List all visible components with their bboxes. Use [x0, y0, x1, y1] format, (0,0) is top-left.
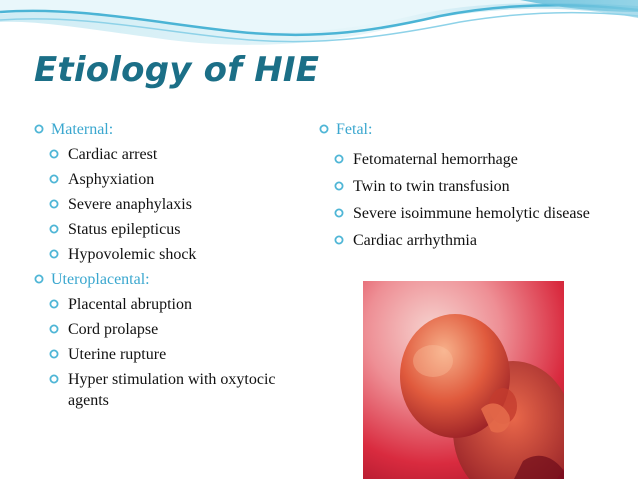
list-item-label: Uterine rupture [68, 346, 167, 363]
hollow-circle-bullet-icon [49, 149, 59, 159]
heading-label: Uteroplacental: [51, 271, 150, 288]
list-item [49, 344, 304, 365]
list-item [49, 319, 304, 340]
list-heading-maternal [34, 119, 304, 140]
list-item-label: Cord prolapse [68, 321, 159, 338]
hollow-circle-bullet-icon [49, 199, 59, 209]
list-heading-fetal [319, 119, 609, 140]
right-column [319, 119, 609, 257]
list-item [49, 144, 304, 165]
heading-label: Fetal: [336, 121, 373, 138]
list-item-label: Placental abruption [68, 296, 192, 313]
list-item [49, 219, 304, 240]
list-item-label: Status epilepticus [68, 221, 181, 238]
slide-title: Etiology of HIE [34, 50, 320, 90]
hollow-circle-bullet-icon [334, 235, 344, 245]
fetus-image [363, 281, 564, 479]
list-item-label: Severe isoimmune hemolytic disease [353, 205, 590, 222]
list-item [49, 194, 304, 215]
hollow-circle-bullet-icon [319, 124, 329, 134]
list-item [334, 203, 593, 224]
list-item [49, 369, 304, 411]
hollow-circle-bullet-icon [49, 299, 59, 309]
heading-label: Maternal: [51, 121, 114, 138]
hollow-circle-bullet-icon [49, 374, 59, 384]
hollow-circle-bullet-icon [49, 174, 59, 184]
list-item [49, 169, 304, 190]
maternal-list [34, 119, 304, 265]
hollow-circle-bullet-icon [34, 124, 44, 134]
list-item-label: Cardiac arrest [68, 146, 158, 163]
list-item-label: Fetomaternal hemorrhage [353, 151, 518, 168]
hollow-circle-bullet-icon [334, 181, 344, 191]
hollow-circle-bullet-icon [49, 349, 59, 359]
fetal-list [319, 119, 609, 251]
list-item [334, 176, 609, 197]
hollow-circle-bullet-icon [49, 249, 59, 259]
list-item-label: Cardiac arrhythmia [353, 232, 477, 249]
uteroplacental-list [34, 269, 304, 411]
list-item-label: Twin to twin transfusion [353, 178, 510, 195]
list-item-label: Asphyxiation [68, 171, 155, 188]
list-item-label: Hypovolemic shock [68, 246, 197, 263]
list-heading-uteroplacental [34, 269, 304, 290]
hollow-circle-bullet-icon [34, 274, 44, 284]
hollow-circle-bullet-icon [334, 154, 344, 164]
left-column [34, 119, 304, 415]
list-item [49, 244, 304, 265]
hollow-circle-bullet-icon [49, 224, 59, 234]
hollow-circle-bullet-icon [49, 324, 59, 334]
list-item-label: Severe anaphylaxis [68, 196, 192, 213]
list-item [334, 230, 609, 251]
list-item-label: Hyper stimulation with oxytocic agents [68, 371, 276, 409]
list-item [334, 149, 609, 170]
hollow-circle-bullet-icon [334, 208, 344, 218]
list-item [49, 294, 304, 315]
